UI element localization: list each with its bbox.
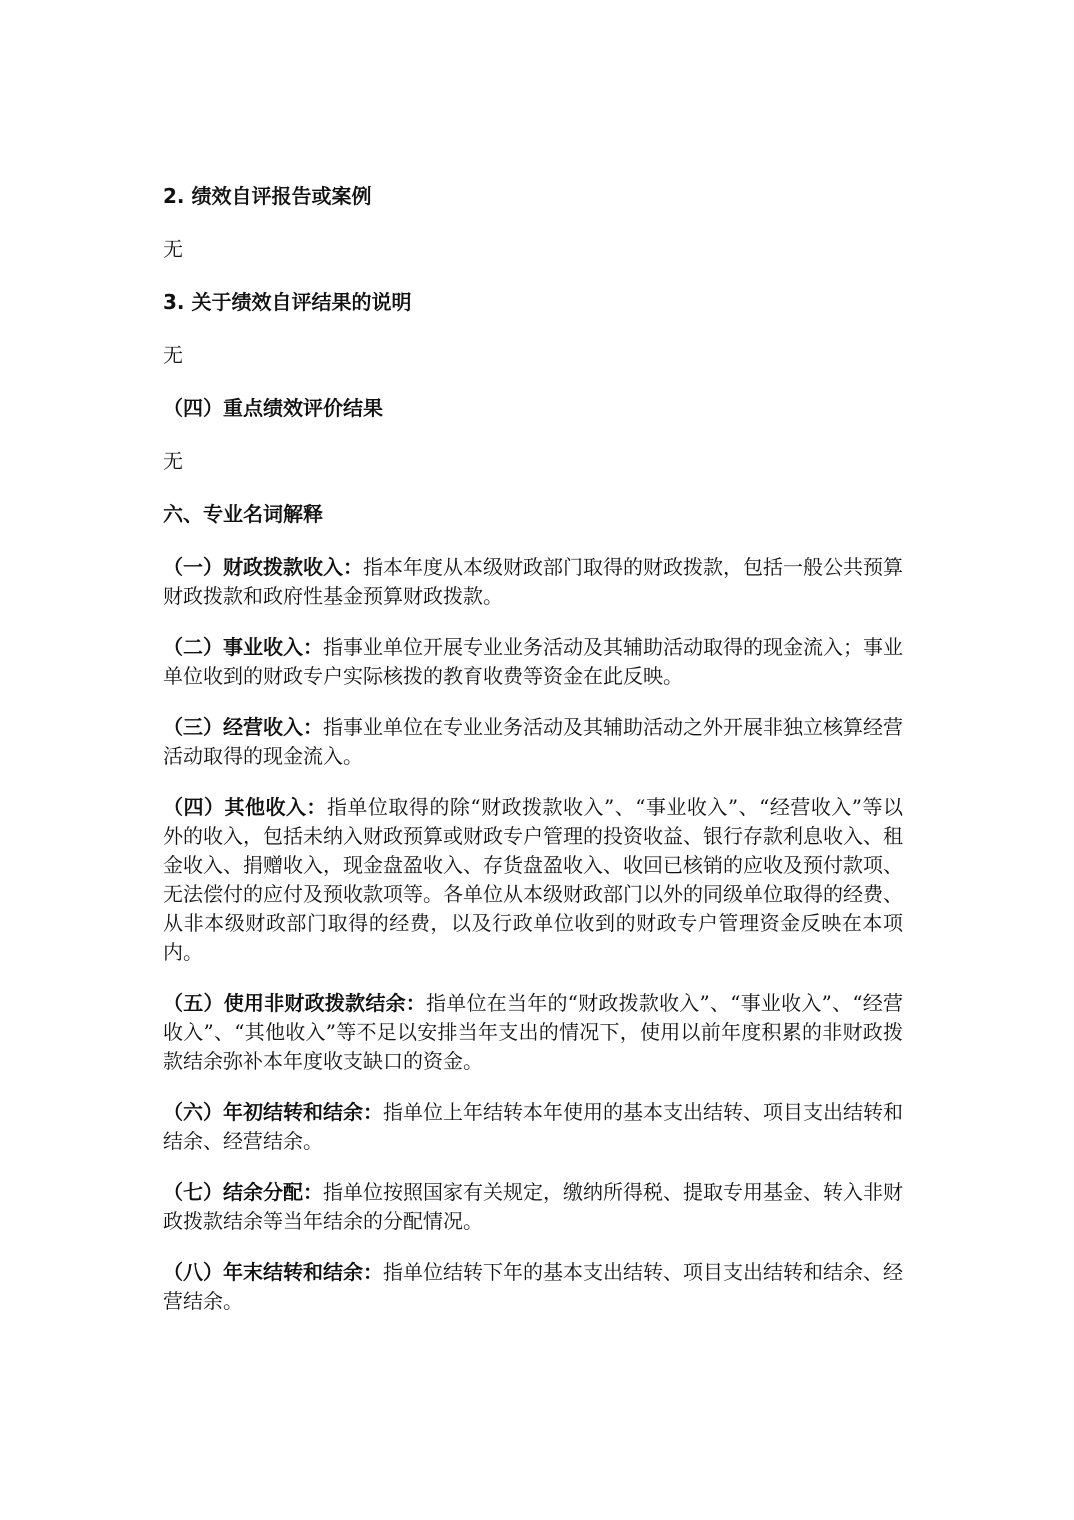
glossary-item bbox=[163, 989, 903, 1076]
glossary-item bbox=[163, 1178, 903, 1236]
section-body-2: 无 bbox=[163, 237, 183, 261]
document-page bbox=[163, 182, 903, 1316]
glossary-term: （七）结余分配： bbox=[163, 1180, 323, 1204]
section-heading-4: （四）重点绩效评价结果 bbox=[163, 396, 383, 420]
glossary-text: 指单位上年结转本年使用的基本支出结转、项目支出结转和结余、经营结余。 bbox=[163, 1100, 903, 1153]
glossary-item bbox=[163, 793, 903, 967]
glossary-item bbox=[163, 1098, 903, 1156]
section-body-4: 无 bbox=[163, 449, 183, 473]
glossary-item bbox=[163, 633, 903, 691]
glossary-term: （二）事业收入： bbox=[163, 635, 323, 659]
section-heading-2: 2. 绩效自评报告或案例 bbox=[163, 184, 372, 208]
glossary-term: （八）年末结转和结余： bbox=[163, 1260, 383, 1284]
glossary-item bbox=[163, 1258, 903, 1316]
section-heading-3: 3. 关于绩效自评结果的说明 bbox=[163, 290, 412, 314]
glossary-text: 指单位按照国家有关规定，缴纳所得税、提取专用基金、转入非财政拨款结余等当年结余的分配情况。 bbox=[163, 1180, 903, 1233]
glossary-text: 指单位在当年的“财政拨款收入”、“事业收入”、“经营收入”、“其他收入”等不足以安排当年支出的情况下，使用以前年度积累的非财政拨款结余弥补本年度收支缺口的资金。 bbox=[163, 991, 904, 1073]
glossary-item bbox=[163, 553, 903, 611]
glossary-text: 指单位取得的除“财政拨款收入”、“事业收入”、“经营收入”等以外的收入，包括未纳入财政预算或财政专户管理的投资收益、银行存款利息收入、租金收入、捐赠收入，现金盘盈收入、存货盘盈收入、收回已核销的应收及预付款项、无法偿付的应付及预收款项等。各单位从本级财政部门以外的同级单位取得的经费、从非本级财政部门取得的经费，以及行政单位收到的财政专户管理资金反映在本项内。 bbox=[163, 795, 904, 964]
glossary-text: 指事业单位在专业业务活动及其辅助活动之外开展非独立核算经营活动取得的现金流入。 bbox=[163, 715, 903, 768]
glossary-term: （四）其他收入： bbox=[163, 795, 327, 819]
glossary-text: 指单位结转下年的基本支出结转、项目支出结转和结余、经营结余。 bbox=[163, 1260, 903, 1313]
glossary-term: （三）经营收入： bbox=[163, 715, 323, 739]
glossary-text: 指本年度从本级财政部门取得的财政拨款，包括一般公共预算财政拨款和政府性基金预算财政拨款。 bbox=[163, 555, 903, 608]
glossary-title: 六、专业名词解释 bbox=[163, 502, 323, 526]
glossary-text: 指事业单位开展专业业务活动及其辅助活动取得的现金流入；事业单位收到的财政专户实际核拨的教育收费等资金在此反映。 bbox=[163, 635, 903, 688]
section-body-3: 无 bbox=[163, 343, 183, 367]
glossary-term: （六）年初结转和结余： bbox=[163, 1100, 383, 1124]
glossary-item bbox=[163, 713, 903, 771]
glossary-term: （五）使用非财政拨款结余： bbox=[163, 991, 427, 1015]
glossary-term: （一）财政拨款收入： bbox=[163, 555, 363, 579]
